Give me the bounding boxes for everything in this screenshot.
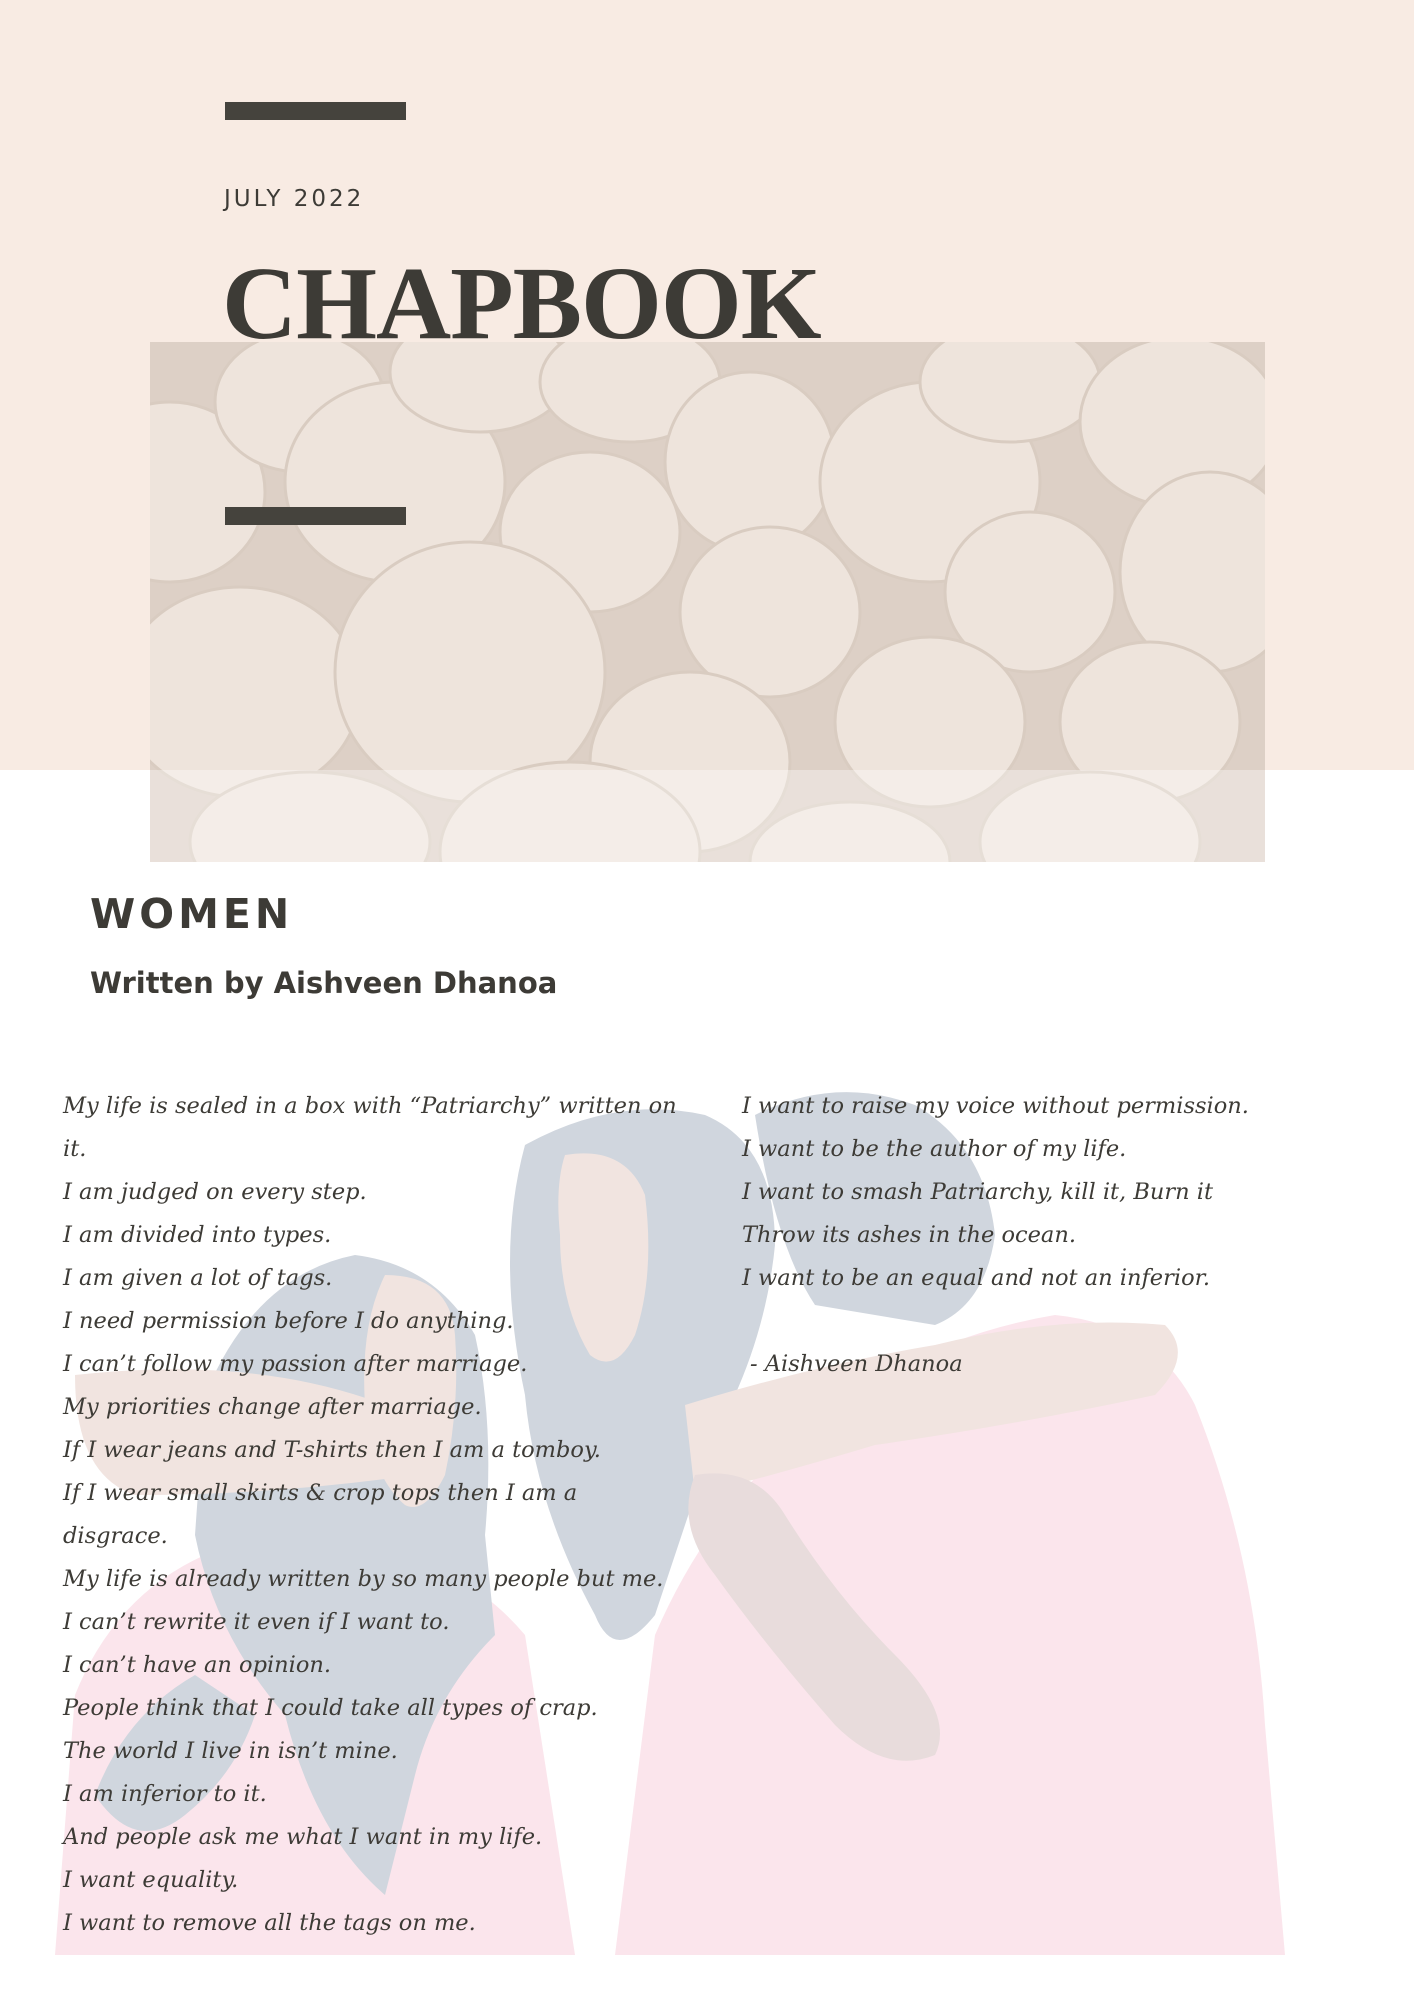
poem-line: Throw its ashes in the ocean.	[742, 1222, 1076, 1248]
poem-signature: - Aishveen Dhanoa	[750, 1351, 963, 1377]
issue-date: JULY 2022	[224, 186, 365, 212]
onions-photo-graphic	[150, 342, 1265, 862]
poem-line: And people ask me what I want in my life.	[63, 1824, 543, 1850]
poem-right-column	[742, 1085, 1342, 1386]
poem-line: I am divided into types.	[63, 1222, 332, 1248]
poem-line: My life is sealed in a box with “Patriarchy” written on it.	[63, 1093, 677, 1162]
publication-title: CHAPBOOK	[222, 246, 821, 361]
poem-line: If I wear jeans and T-shirts then I am a tomboy.	[63, 1437, 601, 1463]
top-divider-bar	[225, 102, 406, 120]
poem-line: I can’t rewrite it even if I want to.	[63, 1609, 450, 1635]
poem-line: The world I live in isn’t mine.	[63, 1738, 398, 1764]
poem-line: I can’t have an opinion.	[63, 1652, 332, 1678]
poem-byline: Written by Aishveen Dhanoa	[90, 966, 558, 1000]
poem-line: My life is already written by so many people but me.	[63, 1566, 664, 1592]
poem-line: I can’t follow my passion after marriage.	[63, 1351, 528, 1377]
poem-title: WOMEN	[90, 890, 294, 938]
poem-line: I want to remove all the tags on me.	[63, 1910, 476, 1936]
poem-left-column	[63, 1085, 688, 1945]
onions-photo	[150, 342, 1265, 862]
poem-line: My priorities change after marriage.	[63, 1394, 482, 1420]
poem-line: I want to smash Patriarchy, kill it, Burn it	[742, 1179, 1214, 1205]
poem-line: I want equality.	[63, 1867, 239, 1893]
poem-line: I am judged on every step.	[63, 1179, 367, 1205]
poem-line: I want to be the author of my life.	[742, 1136, 1127, 1162]
poem-line: I want to be an equal and not an inferior.	[742, 1265, 1211, 1291]
poem-line: If I wear small skirts & crop tops then I am a disgrace.	[63, 1480, 578, 1549]
bottom-divider-bar	[225, 507, 406, 525]
poem-line: I am given a lot of tags.	[63, 1265, 333, 1291]
poem-line: I want to raise my voice without permission.	[742, 1093, 1249, 1119]
poem-line: I need permission before I do anything.	[63, 1308, 514, 1334]
poem-line: I am inferior to it.	[63, 1781, 267, 1807]
stanza-gap	[742, 1300, 1342, 1343]
poem-line: People think that I could take all types of crap.	[63, 1695, 598, 1721]
